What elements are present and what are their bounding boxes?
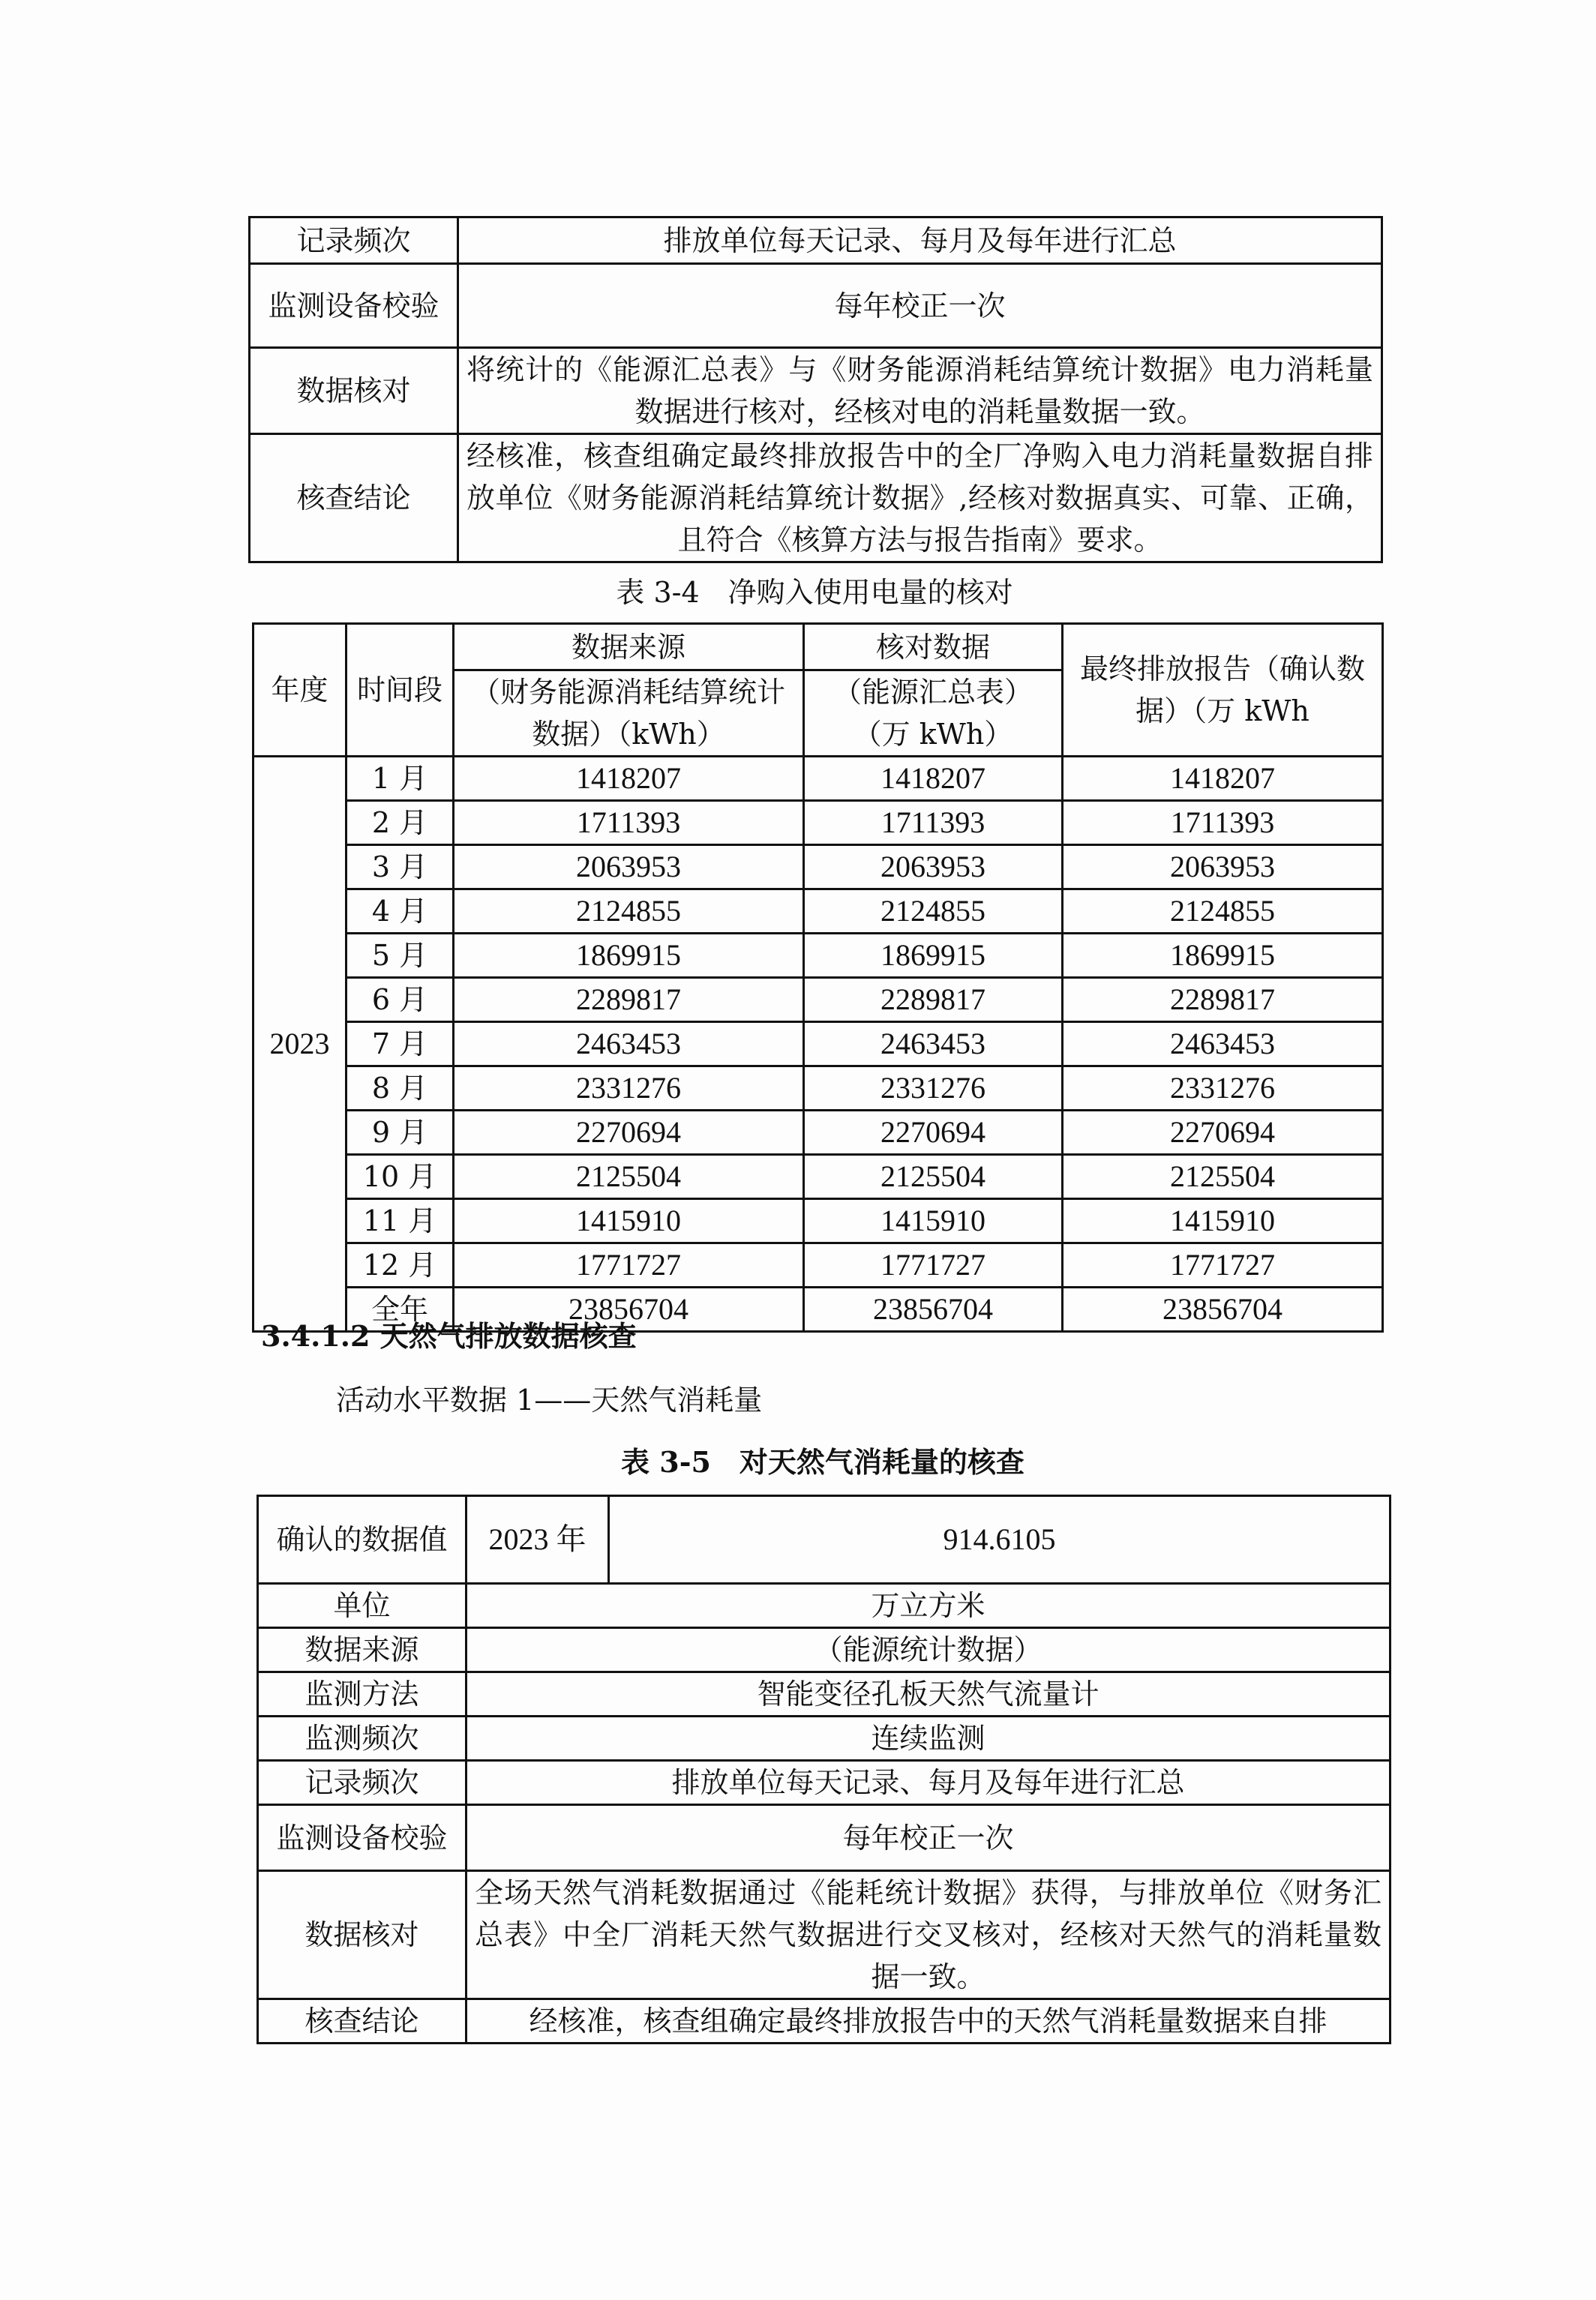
confirmed-year: 2023 年 [466, 1496, 609, 1584]
period-cell: 8 月 [346, 1066, 454, 1111]
row-label: 记录频次 [258, 1761, 466, 1805]
source-value: 2125504 [454, 1155, 804, 1199]
final-value: 2063953 [1063, 845, 1383, 889]
check-value: 1418207 [804, 757, 1063, 801]
final-value: 2289817 [1063, 978, 1383, 1022]
year-cell: 2023 [254, 757, 346, 1332]
source-value: 1869915 [454, 934, 804, 978]
check-value: 2331276 [804, 1066, 1063, 1111]
row-value: 排放单位每天记录、每月及每年进行汇总 [466, 1761, 1390, 1805]
section-paragraph: 活动水平数据 1——天然气消耗量 [336, 1384, 763, 1417]
final-value: 2463453 [1063, 1022, 1383, 1066]
final-value: 1771727 [1063, 1243, 1383, 1288]
row-label: 监测频次 [258, 1717, 466, 1761]
row-value: 每年校正一次 [466, 1805, 1390, 1871]
table-row [254, 757, 1383, 801]
table-row [254, 845, 1383, 889]
row-label: 核查结论 [250, 434, 458, 562]
final-value: 1418207 [1063, 757, 1383, 801]
row-value: 每年校正一次 [458, 264, 1382, 348]
table-row [258, 1628, 1390, 1672]
table-row [254, 889, 1383, 934]
row-label: 监测设备校验 [250, 264, 458, 348]
final-value: 23856704 [1063, 1288, 1383, 1332]
header-check-sub: （能源汇总表）（万 kWh） [804, 670, 1063, 757]
table-3-4-electricity [252, 622, 1384, 1333]
row-value: 将统计的《能源汇总表》与《财务能源消耗结算统计数据》电力消耗量数据进行核对，经核对电的消耗量数据一致。 [458, 348, 1382, 434]
source-value: 2289817 [454, 978, 804, 1022]
final-value: 2331276 [1063, 1066, 1383, 1111]
table-row [250, 264, 1382, 348]
row-value: 排放单位每天记录、每月及每年进行汇总 [458, 217, 1382, 264]
row-value: 全场天然气消耗数据通过《能耗统计数据》获得，与排放单位《财务汇总表》中全厂消耗天然气数据进行交叉核对，经核对天然气的消耗量数据一致。 [466, 1871, 1390, 1999]
row-label: 记录频次 [250, 217, 458, 264]
table-row [254, 1022, 1383, 1066]
row-label: 单位 [258, 1584, 466, 1628]
check-value: 2063953 [804, 845, 1063, 889]
period-cell: 5 月 [346, 934, 454, 978]
check-value: 2125504 [804, 1155, 1063, 1199]
row-label: 监测设备校验 [258, 1805, 466, 1871]
period-cell: 6 月 [346, 978, 454, 1022]
period-cell: 1 月 [346, 757, 454, 801]
final-value: 2270694 [1063, 1111, 1383, 1155]
row-label: 数据核对 [258, 1871, 466, 1999]
row-label: 数据来源 [258, 1628, 466, 1672]
period-cell: 7 月 [346, 1022, 454, 1066]
final-value: 1711393 [1063, 801, 1383, 845]
period-cell: 12 月 [346, 1243, 454, 1288]
check-value: 1869915 [804, 934, 1063, 978]
source-value: 23856704 [454, 1288, 804, 1332]
source-value: 2463453 [454, 1022, 804, 1066]
row-label: 数据核对 [250, 348, 458, 434]
check-value: 2463453 [804, 1022, 1063, 1066]
table-row [254, 1243, 1383, 1288]
source-value: 2124855 [454, 889, 804, 934]
section-heading: 3.4.1.2 天然气排放数据核查 [261, 1319, 637, 1353]
check-value: 2289817 [804, 978, 1063, 1022]
source-value: 2270694 [454, 1111, 804, 1155]
source-value: 1418207 [454, 757, 804, 801]
period-cell: 3 月 [346, 845, 454, 889]
table-row [258, 1672, 1390, 1717]
table-row [250, 217, 1382, 264]
source-value: 1415910 [454, 1199, 804, 1243]
table-row [254, 801, 1383, 845]
source-value: 2331276 [454, 1066, 804, 1111]
period-cell: 11 月 [346, 1199, 454, 1243]
period-cell: 全年 [346, 1288, 454, 1332]
table-row [254, 1155, 1383, 1199]
header-final: 最终排放报告（确认数据）（万 kWh [1063, 624, 1383, 757]
table-3-5-natural-gas [256, 1495, 1391, 2044]
row-value: 连续监测 [466, 1717, 1390, 1761]
table-row [250, 348, 1382, 434]
table-row [254, 978, 1383, 1022]
table-row [258, 1761, 1390, 1805]
check-value: 1711393 [804, 801, 1063, 845]
row-label: 核查结论 [258, 1999, 466, 2044]
row-value: （能源统计数据） [466, 1628, 1390, 1672]
check-value: 2270694 [804, 1111, 1063, 1155]
confirmed-value: 914.6105 [609, 1496, 1390, 1584]
row-value: 经核准，核查组确定最终排放报告中的天然气消耗量数据来自排 [466, 1999, 1390, 2044]
source-value: 2063953 [454, 845, 804, 889]
final-value: 2124855 [1063, 889, 1383, 934]
check-value: 23856704 [804, 1288, 1063, 1332]
row-value: 智能变径孔板天然气流量计 [466, 1672, 1390, 1717]
period-cell: 10 月 [346, 1155, 454, 1199]
final-value: 1415910 [1063, 1199, 1383, 1243]
header-row [254, 624, 1383, 670]
table-row [258, 1805, 1390, 1871]
source-value: 1771727 [454, 1243, 804, 1288]
row-label: 监测方法 [258, 1672, 466, 1717]
table-row [250, 434, 1382, 562]
table-row [258, 1871, 1390, 1999]
source-value: 1711393 [454, 801, 804, 845]
header-check: 核对数据 [804, 624, 1063, 670]
row-value: 经核准，核查组确定最终排放报告中的全厂净购入电力消耗量数据自排放单位《财务能源消耗结算统计数据》,经核对数据真实、可靠、正确，且符合《核算方法与报告指南》要求。 [458, 434, 1382, 562]
final-value: 1869915 [1063, 934, 1383, 978]
table-row [258, 1999, 1390, 2044]
table-3-5-caption: 表 3-5 对天然气消耗量的核查 [621, 1445, 1024, 1479]
row-value: 万立方米 [466, 1584, 1390, 1628]
period-cell: 9 月 [346, 1111, 454, 1155]
header-year: 年度 [254, 624, 346, 757]
period-cell: 4 月 [346, 889, 454, 934]
check-value: 1771727 [804, 1243, 1063, 1288]
electricity-verification-table-continued [248, 216, 1383, 563]
table-row [254, 1111, 1383, 1155]
table-row [258, 1584, 1390, 1628]
table-row [254, 1066, 1383, 1111]
header-source: 数据来源 [454, 624, 804, 670]
table-3-4-caption: 表 3-4 净购入使用电量的核对 [616, 576, 1013, 609]
final-value: 2125504 [1063, 1155, 1383, 1199]
table-row [254, 1199, 1383, 1243]
table-row [258, 1496, 1390, 1584]
confirmed-label: 确认的数据值 [258, 1496, 466, 1584]
table-row [254, 934, 1383, 978]
period-cell: 2 月 [346, 801, 454, 845]
table-row [258, 1717, 1390, 1761]
check-value: 2124855 [804, 889, 1063, 934]
check-value: 1415910 [804, 1199, 1063, 1243]
header-source-sub: （财务能源消耗结算统计数据）（kWh） [454, 670, 804, 757]
header-period: 时间段 [346, 624, 454, 757]
